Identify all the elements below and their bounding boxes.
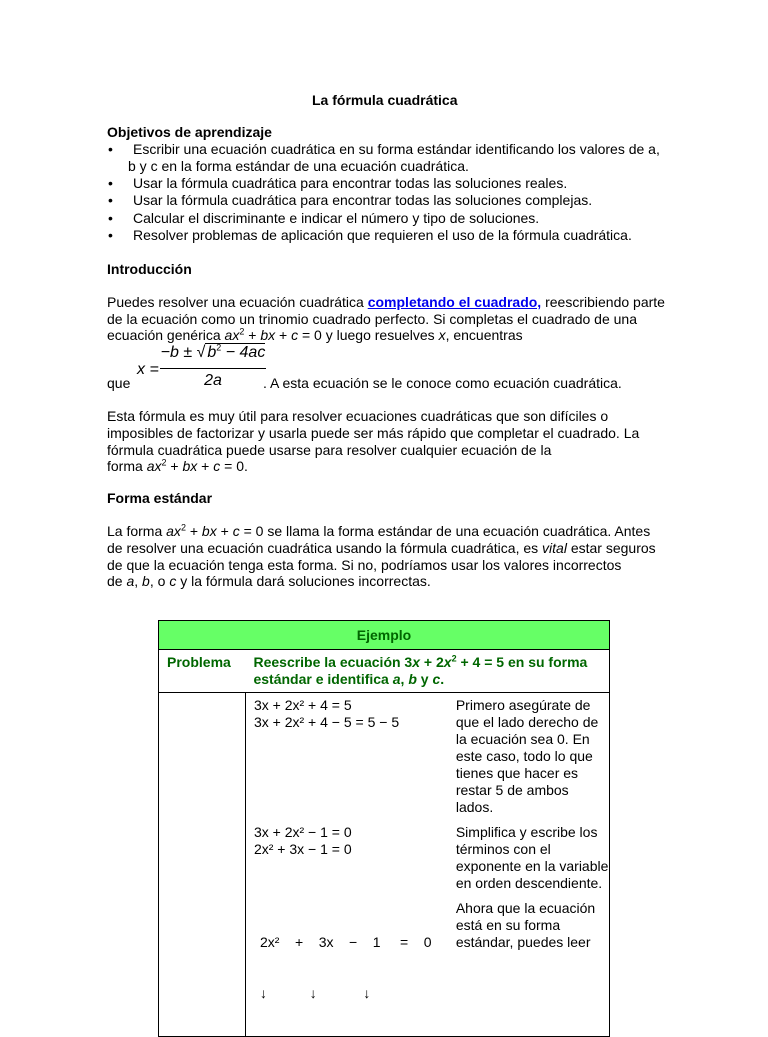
intro-heading: Introducción [107, 261, 192, 277]
standard-form-heading: Forma estándar [107, 490, 213, 506]
problem-text: Reescribe la ecuación $3x + 2x^2 + 4 = 5$ en su forma estándar e identifica a, b y c. [245, 650, 609, 693]
empty-cell [159, 816, 246, 892]
equation-line: 2x² + 3x − 1 = 0 [259, 934, 432, 950]
step-row [159, 892, 610, 1037]
standard-paragraph-line [107, 540, 656, 557]
formula-caption: . A esta ecuación se le conoce como ecuación cuadrática. [263, 375, 622, 391]
note-line: tienes que hacer es [455, 765, 579, 781]
note-line: términos con el [455, 841, 551, 857]
note-line: la ecuación sea 0. En [455, 731, 590, 747]
problem-text-part: Reescribe la ecuación 3 [253, 654, 413, 670]
bullet: • [108, 141, 113, 157]
formula-x: x = [137, 361, 159, 378]
bullet: • [108, 192, 113, 208]
fraction-bar [160, 368, 266, 369]
example-header: Ejemplo [159, 621, 610, 650]
step-note [452, 816, 610, 892]
formula-num-b: b [207, 344, 217, 361]
equation-line: 3x + 2x² + 4 − 5 = 5 − 5 [253, 714, 400, 730]
intro-paragraph-line: de la ecuación como un trinomio cuadrado perfecto. Si completas el cuadrado de una [107, 311, 637, 327]
problem-label: Problema [159, 650, 246, 693]
equation-line: 3x + 2x² + 4 = 5 [253, 697, 352, 713]
standard-paragraph-line: de que la ecuación tenga esta forma. Si no, podríamos usar los valores incorrectos [107, 557, 622, 573]
intro-paragraph-line: forma $ax^2$ + bx + c = 0. [107, 457, 248, 474]
formula-num-c: − 4ac [221, 344, 266, 361]
step-equations [245, 816, 451, 892]
intro-text: Puedes resolver una ecuación cuadrática [107, 294, 368, 310]
standard-text: se llama la forma estándar de una ecuación cuadrática. Antes [263, 523, 651, 539]
intro-paragraph-line: Esta fórmula es muy útil para resolver ecuaciones cuadráticas que son difíciles o [107, 408, 609, 424]
list-item: Usar la fórmula cuadrática para encontrar todas las soluciones complejas. [133, 192, 593, 208]
intro-text: . [243, 458, 248, 474]
formula-num-part: −b ± [160, 344, 197, 361]
note-line: este caso, todo lo que [455, 748, 593, 764]
list-item-continuation: b y c en la forma estándar de una ecuación cuadrática. [128, 158, 469, 174]
completing-square-link[interactable]: completando el cuadrado, [367, 294, 542, 310]
intro-paragraph-line [107, 294, 665, 311]
list-item: Usar la fórmula cuadrática para encontrar todas las soluciones reales. [133, 175, 568, 191]
standard-text: de resolver una ecuación cuadrática usando la fórmula cuadrática, es [107, 540, 543, 556]
standard-text: de [107, 573, 127, 589]
note-line: Primero asegúrate de [455, 697, 591, 713]
bullet: • [108, 227, 113, 243]
problem-text-part: en su forma [504, 654, 588, 670]
problem-text-part: estándar e identifica [253, 671, 393, 687]
step-note [452, 892, 610, 1037]
intro-paragraph-line: imposibles de factorizar y usarla puede ser más rápido que completar el cuadrado. La [107, 425, 640, 441]
list-item: Escribir una ecuación cuadrática en su forma estándar identificando los valores de a, [133, 141, 660, 157]
step-note [452, 693, 610, 817]
empty-cell [159, 693, 246, 817]
intro-text: forma [107, 458, 147, 474]
example-table [158, 620, 610, 1037]
formula-numerator: −b ± √ $b^2 - 4ac$ [160, 342, 266, 361]
intro-paragraph-line: fórmula cuadrática puede usarse para resolver cualquier ecuación de la [107, 442, 552, 458]
formula-denominator: 2a [204, 372, 222, 389]
note-line: en orden descendiente. [455, 875, 603, 891]
standard-paragraph-line: de a, b, o c y la fórmula dará soluciones incorrectas. [107, 573, 431, 589]
list-item: Calcular el discriminante e indicar el número y tipo de soluciones. [133, 210, 540, 226]
note-line: exponente en la variable [455, 858, 609, 874]
equation-line: 2x² + 3x − 1 = 0 [253, 841, 352, 857]
note-line: Ahora que la ecuación [455, 900, 596, 916]
note-line: que el lado derecho de [455, 714, 599, 730]
intro-text: y luego resuelves [321, 327, 439, 343]
standard-text: estar seguros [566, 540, 656, 556]
empty-cell [159, 892, 246, 1037]
step-row [159, 816, 610, 892]
note-line: restar 5 de ambos lados. [455, 782, 569, 815]
intro-text: ecuación genérica [107, 327, 225, 343]
standard-text: y la fórmula dará soluciones incorrectas. [176, 573, 431, 589]
objectives-heading: Objetivos de aprendizaje [107, 124, 272, 140]
note-line: estándar, puedes leer [455, 934, 591, 950]
bullet: • [108, 175, 113, 191]
note-line: está en su forma [455, 917, 561, 933]
equation-line: 3x + 2x² − 1 = 0 [253, 824, 352, 840]
step-equations [245, 693, 451, 817]
intro-text: , encuentras [445, 327, 523, 343]
que-label: que [107, 375, 131, 391]
standard-text: La forma [107, 523, 167, 539]
list-item: Resolver problemas de aplicación que requieren el uso de la fórmula cuadrática. [133, 227, 632, 243]
page-title: La fórmula cuadrática [312, 92, 458, 108]
step-equations [245, 892, 451, 1037]
problem-text-part: . [440, 671, 445, 687]
arrow-line: ↓ ↓ ↓ [259, 985, 371, 1001]
intro-paragraph-line: ecuación genérica $ax^2$ + bx + c = 0 y luego resuelves x, encuentras [107, 326, 523, 343]
bullet: • [108, 210, 113, 226]
note-line: Simplifica y escribe los [455, 824, 598, 840]
intro-text: reescribiendo parte [541, 294, 665, 310]
step-row [159, 693, 610, 817]
standard-emphasis: vital [542, 540, 567, 556]
problem-row [159, 650, 610, 693]
standard-paragraph-line: La forma $ax^2$ + bx + c = 0 se llama la forma estándar de una ecuación cuadrática. Antes [107, 522, 651, 539]
